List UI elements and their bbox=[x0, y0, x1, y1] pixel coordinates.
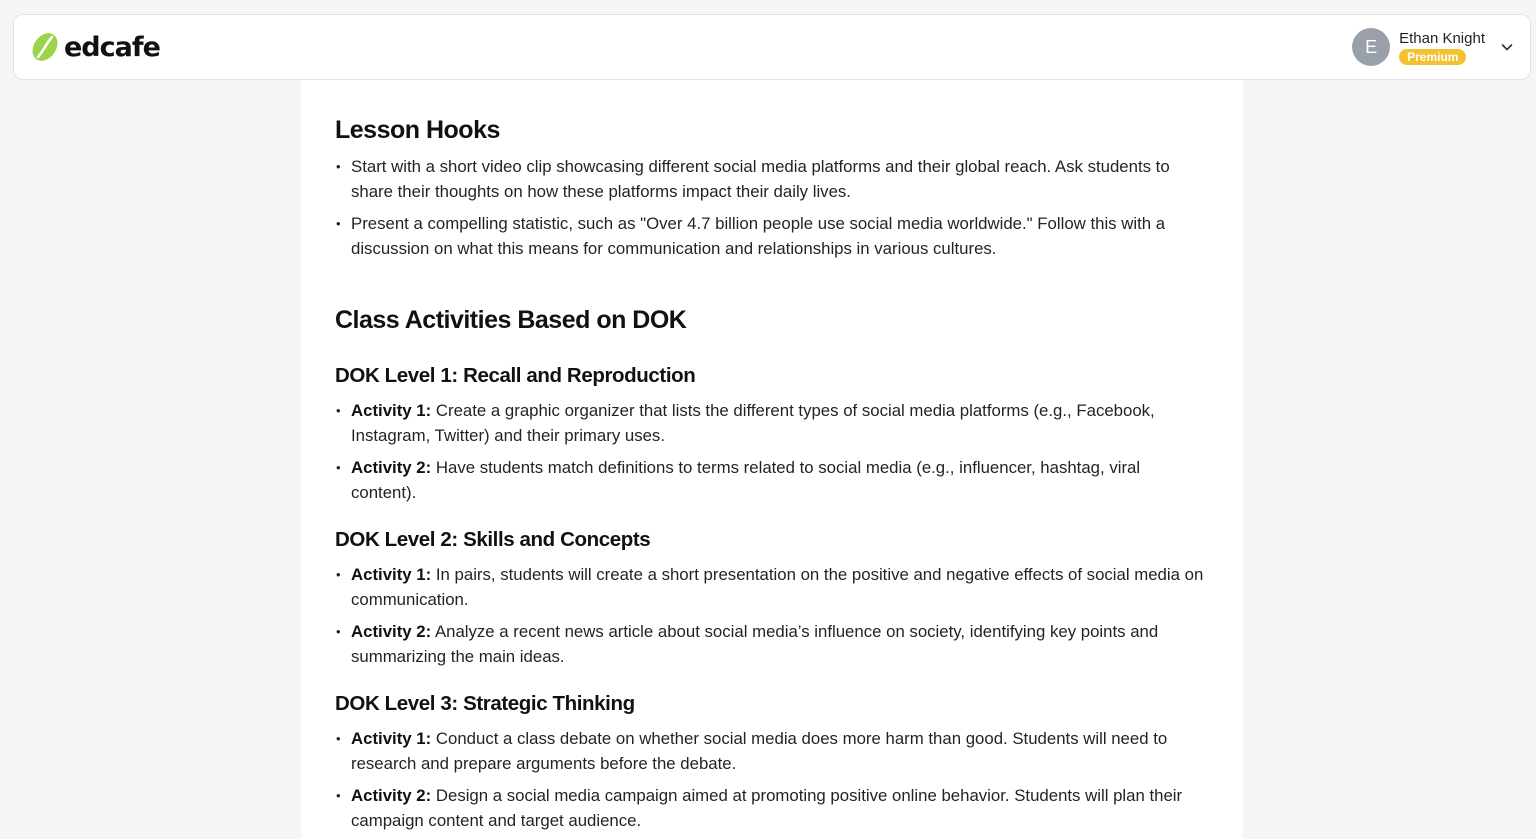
dok-level-3-list bbox=[335, 726, 1209, 833]
logo-text: edcafe bbox=[64, 31, 160, 63]
edcafe-logo[interactable] bbox=[30, 30, 160, 64]
user-menu[interactable] bbox=[1352, 28, 1514, 66]
list-item bbox=[335, 619, 1209, 669]
list-item bbox=[335, 726, 1209, 776]
lesson-hooks-heading: Lesson Hooks bbox=[335, 116, 500, 144]
dok-level-3-heading: DOK Level 3: Strategic Thinking bbox=[335, 692, 635, 715]
dok-level-2-heading: DOK Level 2: Skills and Concepts bbox=[335, 528, 651, 551]
activity-text: Conduct a class debate on whether social media does more harm than good. Students will need to research and prepare arguments before the debate. bbox=[351, 729, 1168, 773]
activity-label: Activity 2: bbox=[351, 458, 432, 477]
list-item bbox=[335, 398, 1209, 448]
lesson-hooks-list bbox=[335, 154, 1209, 261]
list-item bbox=[335, 783, 1209, 833]
dok-level-1-heading: DOK Level 1: Recall and Reproduction bbox=[335, 364, 696, 387]
list-item: • Start with a short video clip showcasing different social media platforms and their global reach. Ask students to share their thoughts on how these platforms impact their daily lives. bbox=[335, 154, 1209, 204]
activity-label: Activity 2: bbox=[351, 622, 432, 641]
class-activities-heading: Class Activities Based on DOK bbox=[335, 306, 687, 334]
activity-text: Have students match definitions to terms related to social media (e.g., influencer, hashtag, viral content). bbox=[351, 458, 1141, 502]
dok-level-1-list bbox=[335, 398, 1209, 505]
list-item bbox=[335, 562, 1209, 612]
activity-label: Activity 1: bbox=[351, 565, 432, 584]
activity-text: Analyze a recent news article about social media’s influence on society, identifying key points and summarizing the main ideas. bbox=[351, 622, 1159, 666]
user-name: Ethan Knight bbox=[1399, 29, 1485, 47]
activity-label: Activity 2: bbox=[351, 786, 432, 805]
activity-label: Activity 1: bbox=[351, 729, 432, 748]
lesson-content bbox=[301, 80, 1243, 839]
coffee-bean-logo-icon bbox=[30, 30, 60, 64]
chevron-down-icon[interactable] bbox=[1500, 40, 1514, 54]
activity-label: Activity 1: bbox=[351, 401, 432, 420]
dok-level-2-list bbox=[335, 562, 1209, 669]
avatar[interactable]: E bbox=[1352, 28, 1390, 66]
activity-text: Create a graphic organizer that lists the different types of social media platforms (e.g., Facebook, Instagram, Twitter) and their primary uses. bbox=[351, 401, 1155, 445]
activity-text: In pairs, students will create a short presentation on the positive and negative effects of social media on communication. bbox=[351, 565, 1204, 609]
top-header bbox=[13, 14, 1531, 80]
user-info bbox=[1399, 30, 1485, 65]
list-item bbox=[335, 455, 1209, 505]
premium-badge: Premium bbox=[1399, 49, 1466, 65]
activity-text: Design a social media campaign aimed at promoting positive online behavior. Students will plan their campaign content and target audience. bbox=[351, 786, 1183, 830]
list-item: • Present a compelling statistic, such as "Over 4.7 billion people use social media worldwide." Follow this with a discussion on what this means for communication and relationships in various cultures. bbox=[335, 211, 1209, 261]
